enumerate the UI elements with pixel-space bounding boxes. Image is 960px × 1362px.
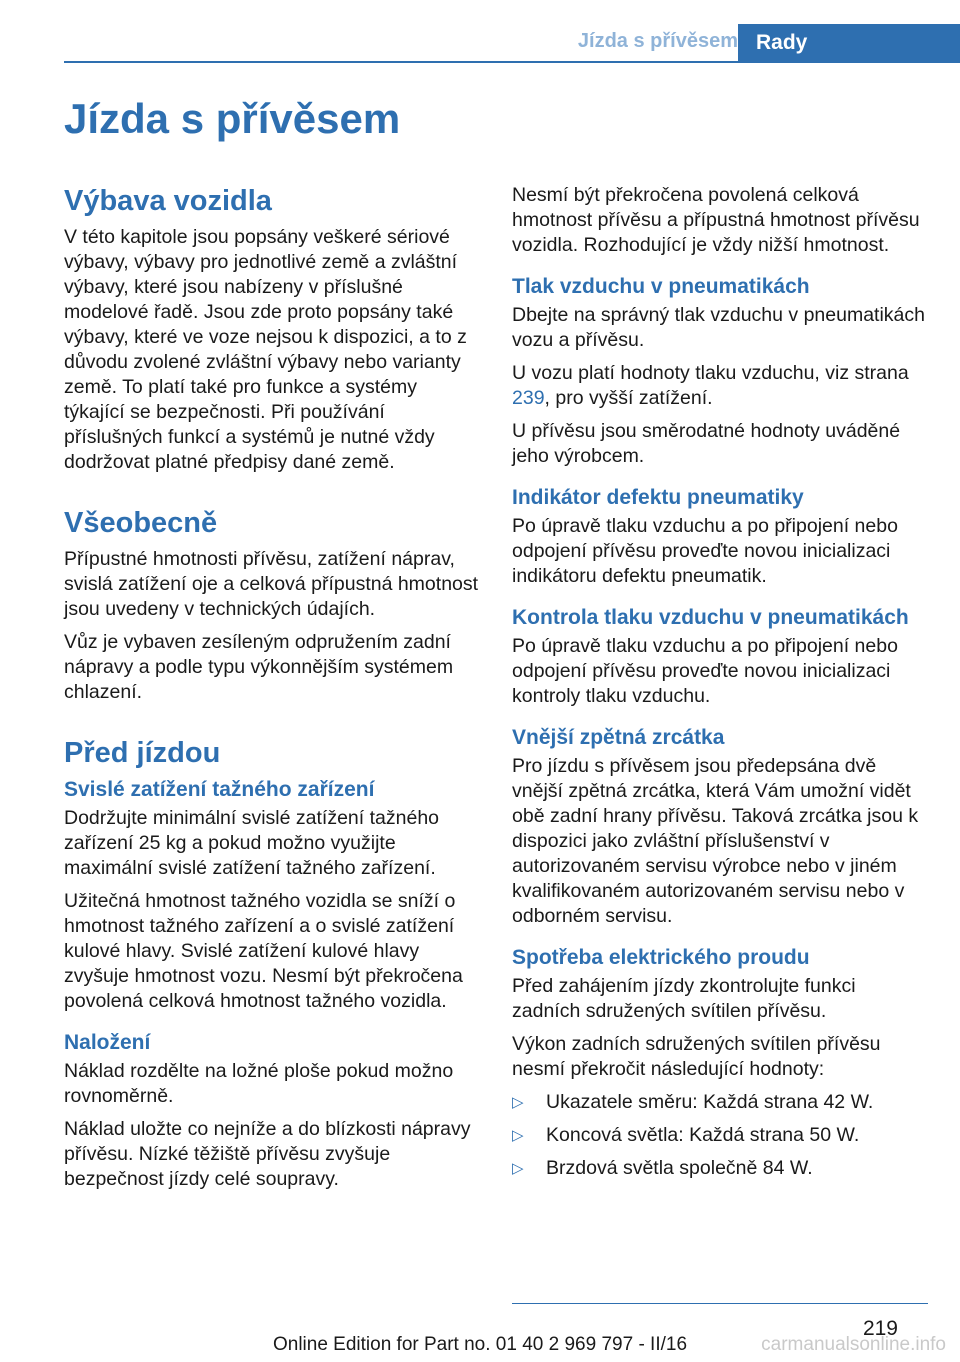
list-item-text: Koncová světla: Každá strana 50 W. [546,1124,860,1146]
heading-nalozeni: Naložení [64,1031,151,1054]
paragraph: U přívěsu jsou směrodatné hodnoty uváděné jeho výrobcem. [512,420,901,467]
heading-tlak: Tlak vzduchu v pneumatikách [512,275,810,298]
paragraph: Náklad rozdělte na ložné ploše pokud možno rovnoměrně. [64,1060,454,1107]
paragraph: Užitečná hmotnost tažného vozidla se sníží o hmotnost tažného zařízení a o svislé zatížení kulové hlavy. Svislé zatížení kulové hlavy zvyšuje hmotnost vozu. Nesmí být překročena povolená celková hmotnost tažného vozidla. [64,890,463,1012]
paragraph: Před zahájením jízdy zkontrolujte funkci zadních sdružených svítilen přívěsu. [512,975,856,1022]
header-section-label: Jízda s přívěsem [577,30,738,52]
paragraph: Po úpravě tlaku vzduchu a po připojení nebo odpojení přívěsu proveďte novou inicializaci indikátoru defektu pneumatik. [512,515,898,587]
subsection-spotreba [512,945,928,1181]
power-limit-list [512,1090,928,1181]
paragraph: Výkon zadních sdružených svítilen přívěsu nesmí překročit následující hodnoty: [512,1033,881,1080]
paragraph: Pro jízdu s přívěsem jsou předepsána dvě vnější zpětná zrcátka, která Vám umožní vidět obě zadní hrany přívěsu. Taková zrcátka jsou k dispozici jako zvláštní příslušenství v autorizovaném servisu výrobce nebo v jiném kvalifikovaném autorizovaném servisu nebo v odborném servisu. [512,755,919,927]
page-header [0,0,960,62]
heading-indikator: Indikátor defektu pneumatiky [512,486,804,509]
paragraph: Přípustné hmotnosti přívěsu, zatížení náprav, svislá zatížení oje a celková přípustná hmotnost jsou uvedeny v technických údajích. [64,548,479,620]
subsection-indikator [512,485,928,589]
page-number: 219 [862,1317,898,1340]
paragraph: Náklad uložte co nejníže a do blízkosti nápravy přívěsu. Nízké těžiště přívěsu zvyšuje bezpečnost jízdy celé soupravy. [64,1118,471,1190]
text-span: U vozu platí hodnoty tlaku vzduchu, viz strana [512,362,909,384]
section-vybava [64,183,480,475]
left-column [64,183,480,1222]
page-link-239[interactable]: 239 [512,387,545,409]
list-item [512,1090,928,1115]
heading-kontrola: Kontrola tlaku vzduchu v pneumatikách [512,606,909,629]
list-item [512,1156,928,1181]
paragraph: Dbejte na správný tlak vzduchu v pneumatikách vozu a přívěsu. [512,304,925,351]
paragraph [512,361,928,411]
triangle-bullet-icon: ▷ [512,1127,524,1144]
list-item [512,1123,928,1148]
list-item-text: Ukazatele směru: Každá strana 42 W. [546,1091,874,1113]
page-title: Jízda s přívěsem [64,95,401,142]
triangle-bullet-icon: ▷ [512,1094,524,1111]
paragraph: Vůz je vybaven zesíleným odpružením zadní nápravy a podle typu výkonnějším systémem chlazení. [64,631,454,703]
subsection-zrcatka [512,725,928,929]
text-span: , pro vyšší zatížení. [544,387,713,409]
paragraph: V této kapitole jsou popsány veškeré sériové výbavy, výbavy pro jednotlivé země a zvláštní výbavy, které jsou nabízeny v příslušné modelové řadě. Jsou zde proto popsány také výbavy, které ve voze nejsou k dispozici, a to z důvodu zvolené zvláštní výbavy nebo varianty země. To platí také pro funkce a systémy týkající se bezpečnosti. Při používání příslušných funkcí a systémů je nutné vždy dodržovat platné předpisy dané země. [64,226,467,473]
heading-pred-jizdou: Před jízdou [64,737,221,769]
header-divider [64,61,960,63]
watermark-text: carmanualsonline.info [761,1334,946,1355]
heading-spotreba: Spotřeba elektrického proudu [512,946,810,969]
subsection-nalozeni [64,1030,480,1192]
list-item-text: Brzdová světla společně 84 W. [546,1157,813,1179]
paragraph: Dodržujte minimální svislé zatížení tažného zařízení 25 kg a pokud možno využijte maximální svislé zatížení tažného zařízení. [64,807,440,879]
subsection-svisle [64,777,480,1014]
right-column [512,183,928,1197]
heading-vybava: Výbava vozidla [64,185,272,217]
footer-edition-text: Online Edition for Part no. 01 40 2 969 797 - II/16 [272,1334,688,1355]
subsection-kontrola [512,605,928,709]
paragraph: Nesmí být překročena povolená celková hmotnost přívěsu a přípustná hmotnost přívěsu vozidla. Rozhodující je vždy nižší hmotnost. [512,184,920,256]
triangle-bullet-icon: ▷ [512,1160,524,1177]
heading-vseobecne: Všeobecně [64,507,218,539]
heading-zrcatka: Vnější zpětná zrcátka [512,726,725,749]
footer-divider [512,1303,928,1304]
header-chapter-tab: Rady [738,24,960,62]
section-vseobecne [64,505,480,705]
subsection-tlak [512,274,928,469]
heading-svisle: Svislé zatížení tažného zařízení [64,778,375,801]
section-pred-jizdou [64,735,480,1192]
paragraph: Po úpravě tlaku vzduchu a po připojení nebo odpojení přívěsu proveďte novou inicializaci kontroly tlaku vzduchu. [512,635,898,707]
